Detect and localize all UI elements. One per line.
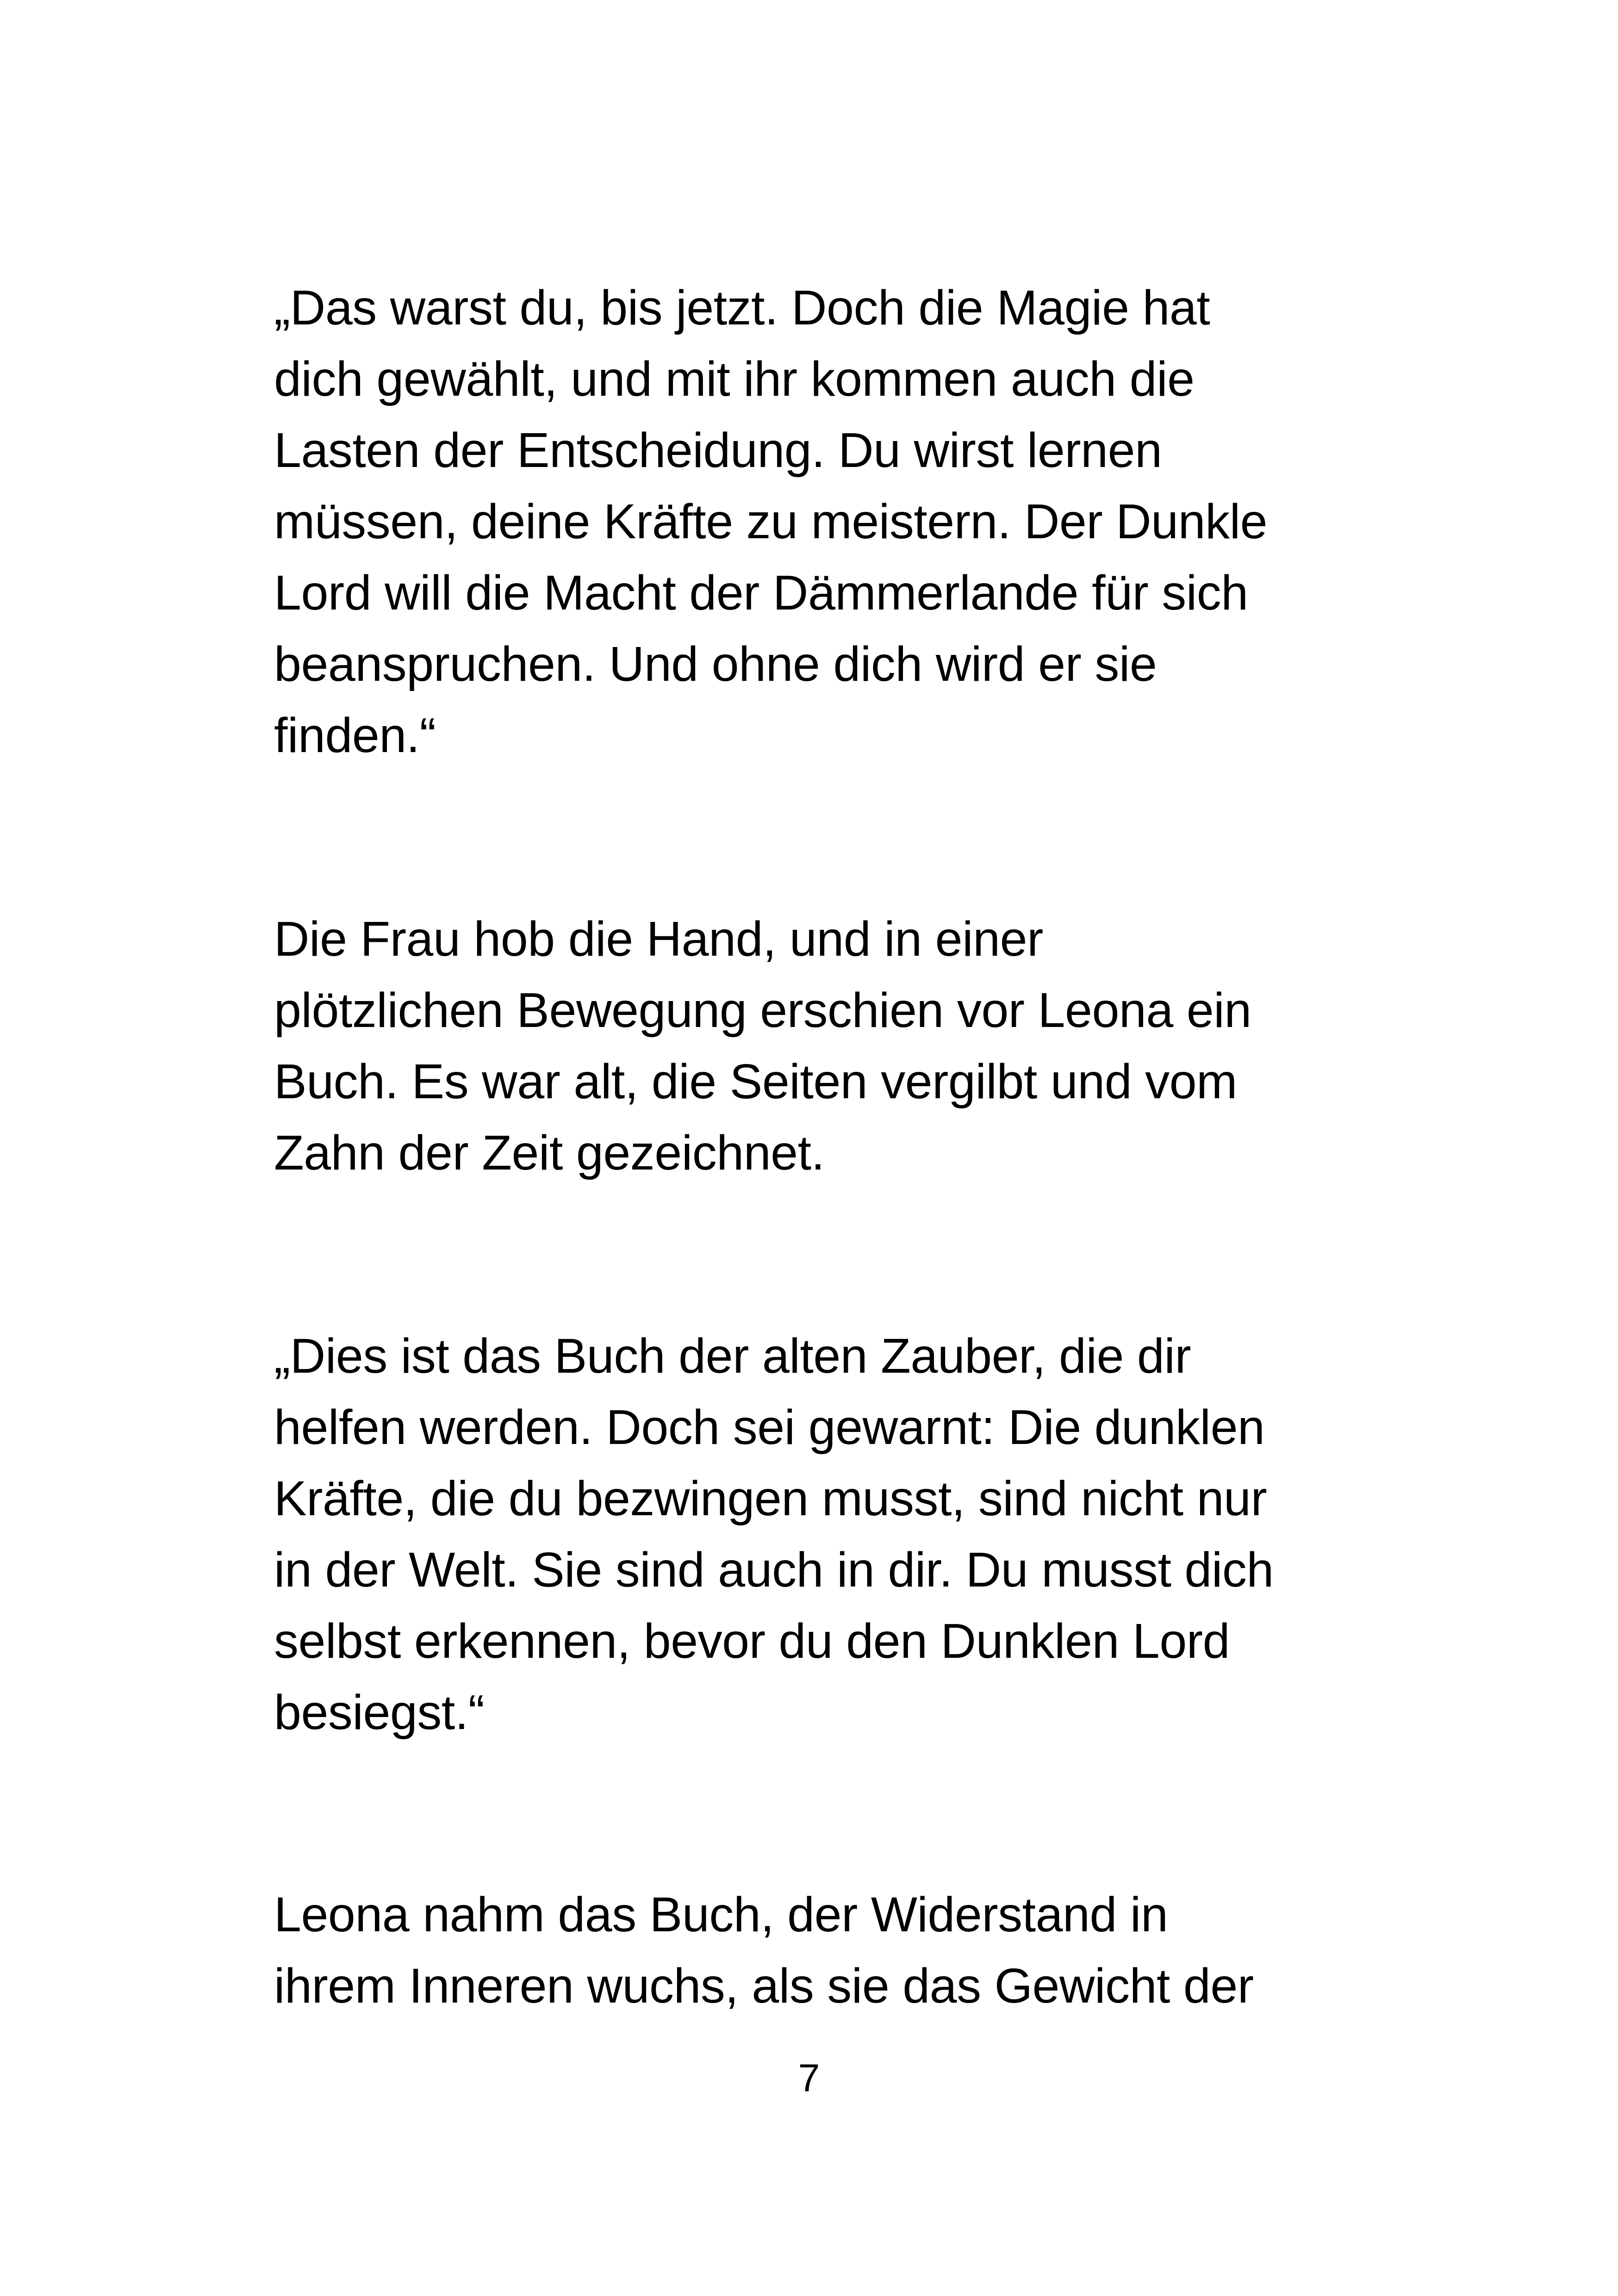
paragraph — [274, 1879, 1413, 2022]
page-number: 7 — [798, 2056, 820, 2100]
paragraph — [274, 272, 1413, 771]
text-line: ihrem Inneren wuchs, als sie das Gewicht der — [274, 1959, 1254, 2013]
text-line: Die Frau hob die Hand, und in einer — [274, 912, 1043, 966]
text-line: dich gewählt, und mit ihr kommen auch die — [274, 352, 1195, 406]
text-line: finden.“ — [274, 708, 436, 763]
text-line: Buch. Es war alt, die Seiten vergilbt und vom — [274, 1054, 1237, 1109]
text-line: Lord will die Macht der Dämmerlande für sich — [274, 566, 1248, 620]
text-line: Leona nahm das Buch, der Widerstand in — [274, 1887, 1168, 1942]
text-line: selbst erkennen, bevor du den Dunklen Lord — [274, 1614, 1230, 1668]
text-line: plötzlichen Bewegung erschien vor Leona ein — [274, 983, 1251, 1038]
text-line: Zahn der Zeit gezeichnet. — [274, 1126, 825, 1180]
paragraph — [274, 1320, 1413, 1748]
text-line: Lasten der Entscheidung. Du wirst lernen — [274, 423, 1162, 478]
text-line: helfen werden. Doch sei gewarnt: Die dunklen — [274, 1400, 1265, 1455]
text-line: „Dies ist das Buch der alten Zauber, die dir — [274, 1329, 1191, 1383]
text-line: beanspruchen. Und ohne dich wird er sie — [274, 637, 1157, 691]
text-line: in der Welt. Sie sind auch in dir. Du musst dich — [274, 1543, 1274, 1597]
text-line: müssen, deine Kräfte zu meistern. Der Dunkle — [274, 494, 1268, 549]
text-line: Kräfte, die du bezwingen musst, sind nicht nur — [274, 1471, 1267, 1526]
paragraph — [274, 903, 1413, 1188]
text-line: besiegst.“ — [274, 1685, 485, 1740]
text-line: „Das warst du, bis jetzt. Doch die Magie hat — [274, 280, 1210, 335]
